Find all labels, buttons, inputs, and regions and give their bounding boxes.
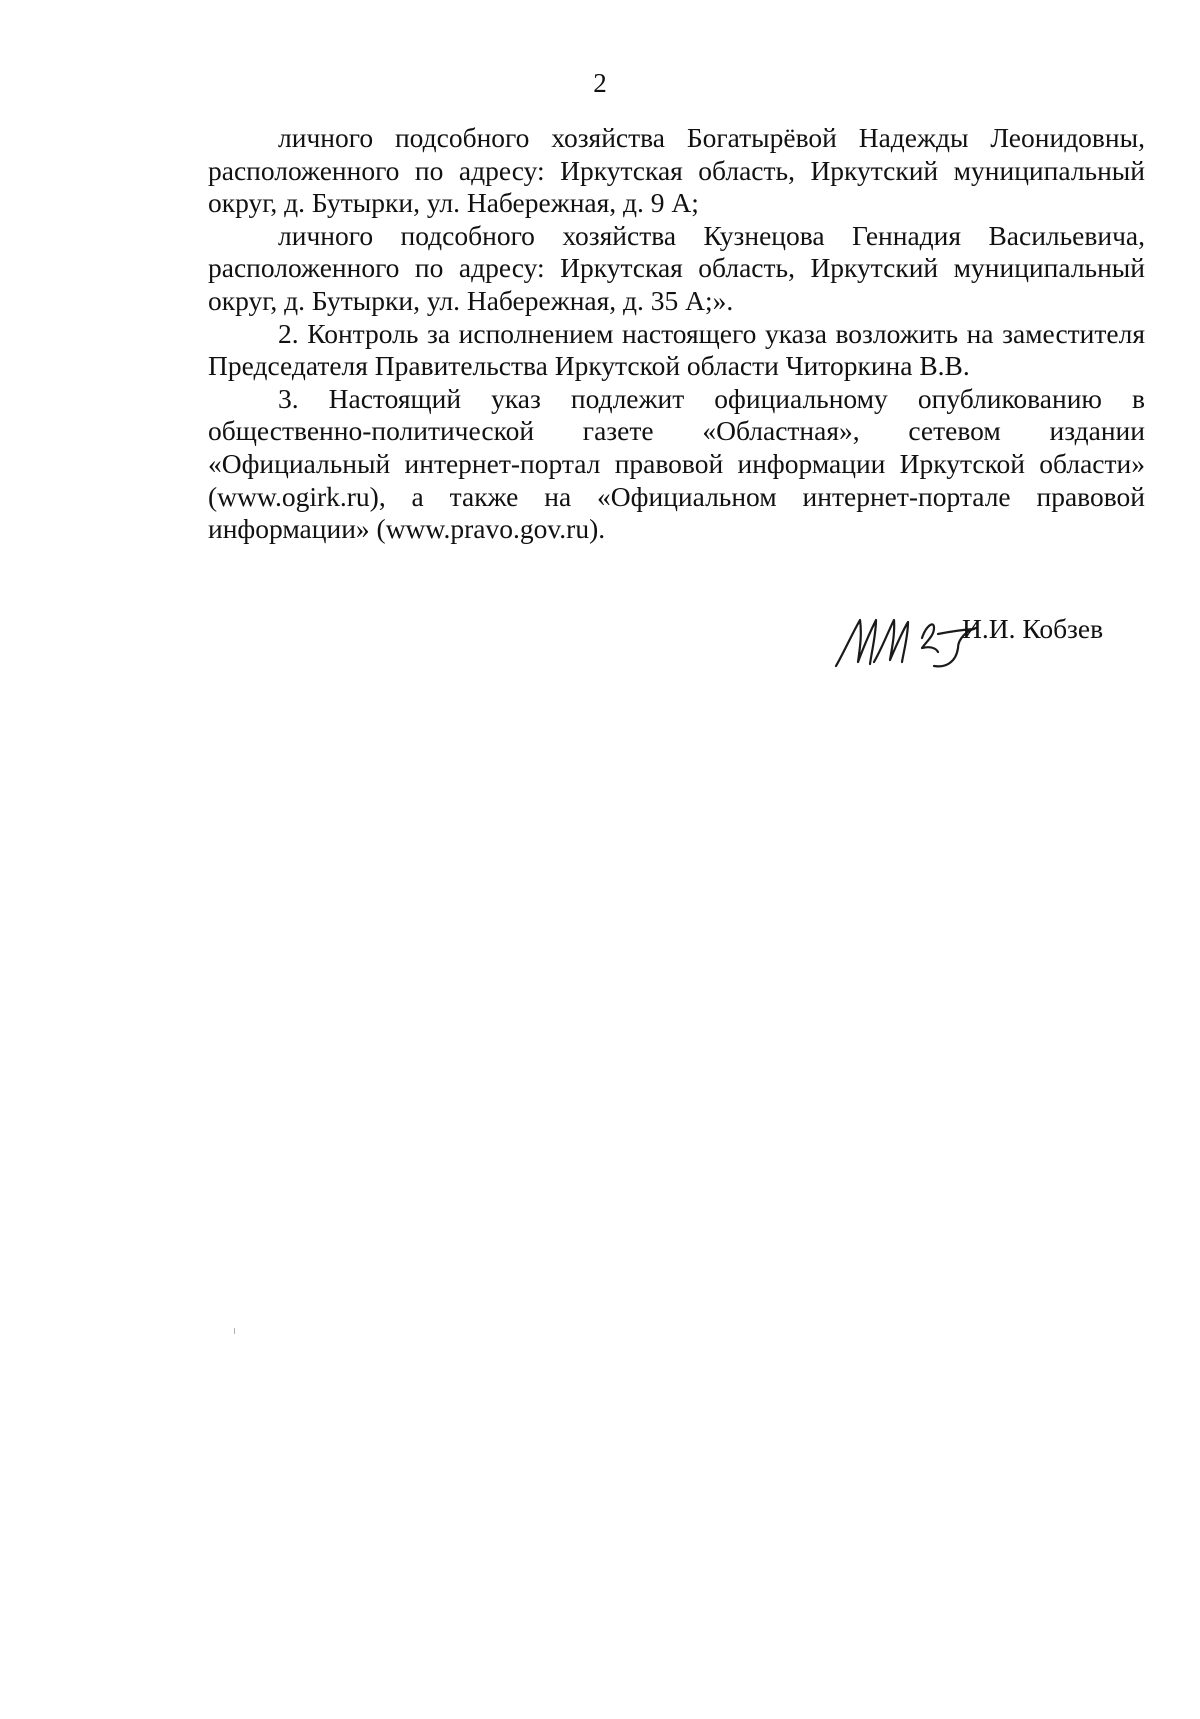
paragraph-control-clause: 2. Контроль за исполнением настоящего указа возложить на заместителя Председателя Правительства Иркутской области Читоркина В.В. xyxy=(208,317,1145,382)
handwritten-signature xyxy=(830,604,980,676)
signer-name: И.И. Кобзев xyxy=(962,613,1104,644)
paragraph-publication-clause: 3. Настоящий указ подлежит официальному опубликованию в общественно-политической газете «Областная», сетевом издании «Официальный интернет-портал правовой информации Иркутской области» (www.ogirk.ru), а также на «Официальном интернет-портале правовой информации» (www.pravo.gov.ru). xyxy=(208,382,1145,545)
scan-artifact-mark xyxy=(234,1328,235,1334)
paragraph-household-kuznetsov: личного подсобного хозяйства Кузнецова Геннадия Васильевича, расположенного по адресу: Иркутская область, Иркутский муниципальный округ, д. Бутырки, ул. Набережная, д. 35 А;». xyxy=(208,219,1145,316)
paragraph-household-bogatyreva: личного подсобного хозяйства Богатырёвой Надежды Леонидовны, расположенного по адресу: Иркутская область, Иркутский муниципальный округ, д. Бутырки, ул. Набережная, д. 9 А; xyxy=(208,122,1145,219)
document-body xyxy=(208,122,1145,546)
signature-block xyxy=(830,604,1150,684)
page-number: 2 xyxy=(593,68,607,98)
